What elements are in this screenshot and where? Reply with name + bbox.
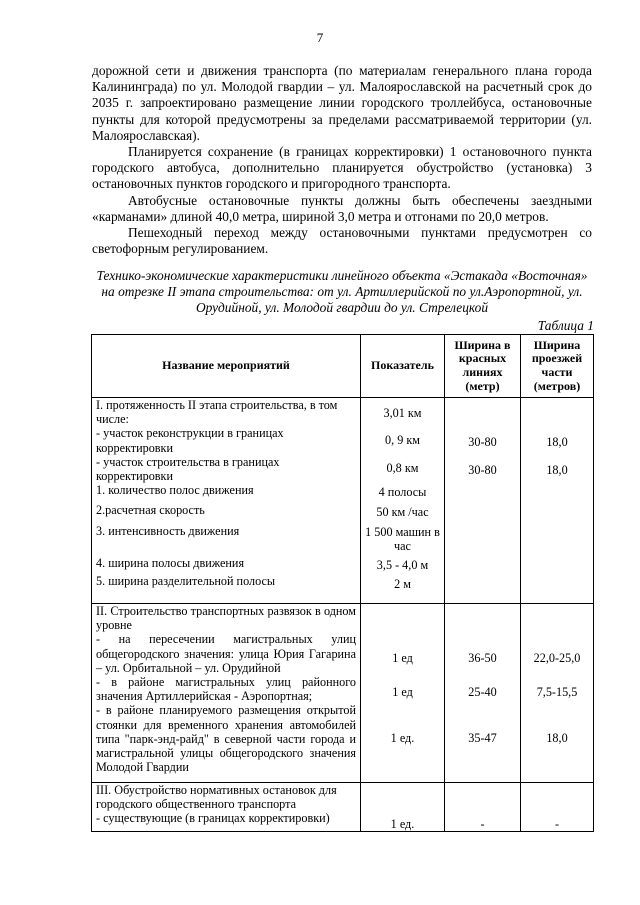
row-item: - участок реконструкции в границах корректировки <box>96 426 284 455</box>
value-cell: 30-80 <box>468 463 497 478</box>
table-row-section-3 <box>92 783 594 832</box>
characteristics-table <box>91 334 594 832</box>
table-row-section-1 <box>92 398 594 604</box>
table-header-row <box>92 335 594 398</box>
header-indicator: Показатель <box>361 335 445 398</box>
value-cell: 18,0 <box>546 463 568 478</box>
header-name: Название мероприятий <box>92 335 361 398</box>
row-item: I. протяженность II этапа строительства, в том числе: <box>96 398 338 427</box>
value-cell: 1 ед <box>392 685 413 700</box>
value-cell: 18,0 <box>546 731 568 746</box>
value-cell: - <box>554 817 560 831</box>
value-cell: - <box>480 817 485 831</box>
header-carriageway-width: Ширина проезжей части (метров) <box>521 335 594 398</box>
paragraph-3: Автобусные остановочные пункты должны быть обеспечены заездными «карманами» длиной 40,0 метра, шириной 3,0 метра и отгонами по 20,0 метров. <box>92 193 592 225</box>
value-cell: 0, 9 км <box>385 433 420 448</box>
value-cell: 18,0 <box>546 435 568 449</box>
row-item: 4. ширина полосы движения <box>96 555 245 570</box>
row-item: 1. количество полос движения <box>96 483 254 498</box>
row-item: II. Строительство транспортных развязок в одном уровне <box>96 604 356 633</box>
value-cell: 1 ед. <box>390 817 415 831</box>
paragraph-1: дорожной сети и движения транспорта (по материалам генерального плана города Калининграда) по ул. Молодой гвардии – ул. Малоярославской на расчетный срок до 2035 г. запроектировано размещение линии городского троллейбуса, остановочные пункты для которой предусмотрены за пределами рассматриваемой территории (ул. Малоярославская). <box>92 63 592 143</box>
value-cell: 1 500 машин в час <box>365 525 440 554</box>
value-cell: 0,8 км <box>386 461 419 476</box>
paragraph-2: Планируется сохранение (в границах корректировки) 1 остановочного пункта городского автобуса, дополнительно планируется обустройство (установка) 3 остановочных пунктов городского и пригородного транспорта. <box>92 144 592 192</box>
row-item: - существующие (в границах корректировки) <box>96 811 330 826</box>
value-cell: 22,0-25,0 <box>533 651 581 665</box>
value-cell: 36-50 <box>468 651 497 665</box>
row-item: - в районе магистральных улиц районного значения Артиллерийская - Аэропортная; <box>96 675 356 704</box>
table-row-section-2 <box>92 604 594 783</box>
value-cell: 35-47 <box>468 731 497 746</box>
row-item: 3. интенсивность движения <box>96 523 240 538</box>
value-cell: 7,5-15,5 <box>536 685 578 700</box>
table-label: Таблица 1 <box>537 318 594 333</box>
row-item: 5. ширина разделительной полосы <box>96 574 276 589</box>
value-cell: 50 км /час <box>376 504 429 519</box>
paragraph-4: Пешеходный переход между остановочными пунктами предусмотрен со светофорным регулированием. <box>92 225 592 257</box>
value-cell: 1 ед <box>392 651 413 665</box>
page-number: 7 <box>316 30 324 45</box>
value-cell: 3,5 - 4,0 м <box>376 558 429 573</box>
value-cell: 25-40 <box>468 685 497 700</box>
value-cell: 3,01 км <box>383 406 422 420</box>
row-item: - на пересечении магистральных улиц общегородского значения: улица Юрия Гагарина – ул. Орбитальной – ул. Орудийной <box>96 632 356 675</box>
row-item: 2.расчетная скорость <box>96 503 205 518</box>
value-cell: 30-80 <box>468 435 497 449</box>
header-red-lines-width: Ширина в красных линиях (метр) <box>445 335 521 398</box>
value-cell: 4 полосы <box>378 484 427 499</box>
value-cell: 2 м <box>394 576 411 591</box>
row-item: III. Обустройство нормативных остановок для городского общественного транспорта <box>96 783 337 812</box>
table-caption: Технико-экономические характеристики линейного объекта «Эстакада «Восточная» на отрезке II этапа строительства: от ул. Артиллерийской по ул.Аэропортной, ул. Орудийной, ул. Молодой гвардии до ул. Стрелецкой <box>96 268 588 316</box>
row-item: - участок строительства в границах корректировки <box>96 454 280 484</box>
row-item: - в районе планируемого размещения открытой стоянки для временного хранения автомобилей типа "парк-энд-райд" в северной части города и магистральной улицы общегородского значения Молодой Гвардии <box>96 703 356 775</box>
value-cell: 1 ед. <box>390 731 415 746</box>
